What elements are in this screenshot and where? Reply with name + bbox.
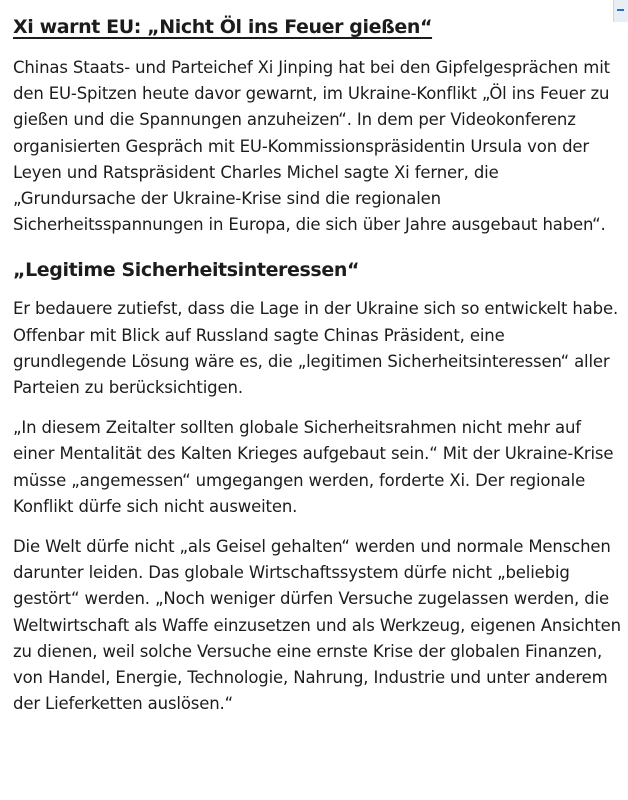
section-subheading: „Legitime Sicherheitsinteressen“ [13,259,360,282]
intro-paragraph: Chinas Staats- und Parteichef Xi Jinping hat bei den Gipfelgesprächen mit den EU-Spitzen heute davor gewarnt, im Ukraine-Konflikt „Öl ins Feuer zu gießen und die Spannungen anzuheizen“. In dem per Videokonferenz organisierten Gespräch mit EU-Kommissionspräsidentin Ursula von der Leyen und Ratspräsident Charles Michel sagte Xi ferner, die „Grundursache der Ukraine-Krise sind die regionalen Sicherheitsspannungen in Europa, die sich über Jahre ausgebaut haben“. [13,58,610,235]
article-headline[interactable] [13,0,621,40]
headline-link-text[interactable]: Xi warnt EU: „Nicht Öl ins Feuer gießen“ [13,16,433,38]
body-paragraph-1: Er bedauere zutiefst, dass die Lage in der Ukraine sich so entwickelt habe. Offenbar mit Blick auf Russland sagte Chinas Präsident, eine grundlegende Lösung wäre es, die „legitimen Sicherheitsinteressen“ aller Parteien zu berücksichtigen. [13,299,619,398]
article-body [13,0,621,717]
body-paragraph-3: Die Welt dürfe nicht „als Geisel gehalten“ werden und normale Menschen darunter leiden. Das globale Wirtschaftssystem dürfe nicht „beliebig gestört“ werden. „Noch weniger dürfen Versuche zugelassen werden, die Weltwirtschaft als Waffe einzusetzen und als Werkzeug, eigenen Ansichten zu dienen, weil solche Versuche eine ernste Krise der globalen Finanzen, von Handel, Energie, Technologie, Nahrung, Industrie und unter anderem der Lieferketten auslösen.“ [13,537,621,714]
body-paragraph-2: „In diesem Zeitalter sollten globale Sicherheitsrahmen nicht mehr auf einer Mentalität des Kalten Krieges aufgebaut sein.“ Mit der Ukraine-Krise müsse „angemessen“ umgegangen werden, forderte Xi. Der regionale Konflikt dürfe sich nicht ausweiten. [13,418,614,516]
